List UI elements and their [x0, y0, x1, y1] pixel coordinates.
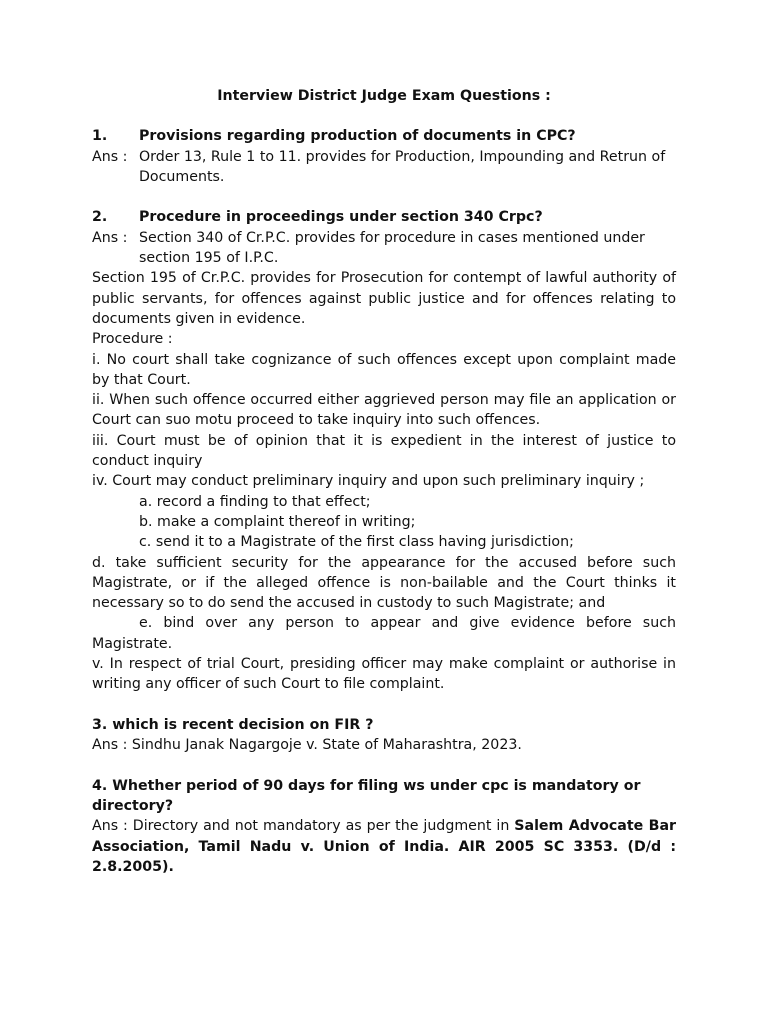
document-page [92, 86, 676, 877]
answer-2-label: Ans : [92, 229, 128, 246]
question-1-text: Provisions regarding production of documents in CPC? [139, 128, 576, 145]
procedure-item-v: v. In respect of trial Court, presiding officer may make complaint or authorise in writing any officer of such Court to file complaint. [92, 656, 676, 693]
procedure-sub-c: c. send it to a Magistrate of the first class having jurisdiction; [139, 534, 574, 551]
procedure-sub-d: d. take sufficient security for the appearance for the accused before such Magistrate, or if the alleged offence is non-bailable and the Court thinks it necessary so to do send the accused in custody to such Magistrate; and [92, 554, 676, 612]
page-title: Interview District Judge Exam Questions : [217, 88, 551, 104]
procedure-sub-e: e. bind over any person to appear and give evidence before such Magistrate. [92, 615, 676, 652]
answer-1-text: Order 13, Rule 1 to 11. provides for Production, Impounding and Retrun of Documents. [139, 148, 666, 185]
section-195-paragraph: Section 195 of Cr.P.C. provides for Prosecution for contempt of lawful authority of public servants, for offences against public justice and for offences relating to documents given in evidence. [92, 270, 676, 327]
procedure-sub-b: b. make a complaint thereof in writing; [139, 513, 416, 530]
answer-3: Ans : Sindhu Janak Nagargoje v. State of Maharashtra, 2023. [92, 737, 522, 754]
procedure-item-ii: ii. When such offence occurred either aggrieved person may file an application or Court can suo motu proceed to take inquiry into such offences. [92, 392, 676, 429]
question-2-number: 2. [92, 209, 108, 226]
answer-2-text: Section 340 of Cr.P.C. provides for procedure in cases mentioned under section 195 of I.P.C. [139, 229, 645, 267]
procedure-item-iv: iv. Court may conduct preliminary inquiry and upon such preliminary inquiry ; [92, 473, 645, 490]
question-1-number: 1. [92, 128, 108, 145]
procedure-item-iii: iii. Court must be of opinion that it is expedient in the interest of justice to conduct inquiry [92, 432, 676, 470]
answer-4 [92, 816, 676, 877]
question-2-text: Procedure in proceedings under section 340 Crpc? [139, 209, 543, 226]
procedure-item-i: i. No court shall take cognizance of such offences except upon complaint made by that Court. [92, 351, 676, 388]
answer-2 [92, 228, 676, 269]
answer-1 [92, 147, 676, 188]
question-4: 4. Whether period of 90 days for filing ws under cpc is mandatory or directory? [92, 777, 641, 815]
answer-1-label: Ans : [92, 148, 128, 165]
answer-4-citation: Salem Advocate Bar Association, Tamil Nadu v. Union of India. AIR 2005 SC 3353. (D/d : 2.8.2005). [92, 818, 677, 875]
question-2 [92, 207, 676, 227]
procedure-sub-a: a. record a finding to that effect; [139, 493, 371, 510]
procedure-label: Procedure : [92, 331, 173, 348]
question-1 [92, 126, 676, 146]
question-3: 3. which is recent decision on FIR ? [92, 716, 374, 733]
answer-4-text: Ans : Directory and not mandatory as per the judgment in [92, 818, 515, 835]
